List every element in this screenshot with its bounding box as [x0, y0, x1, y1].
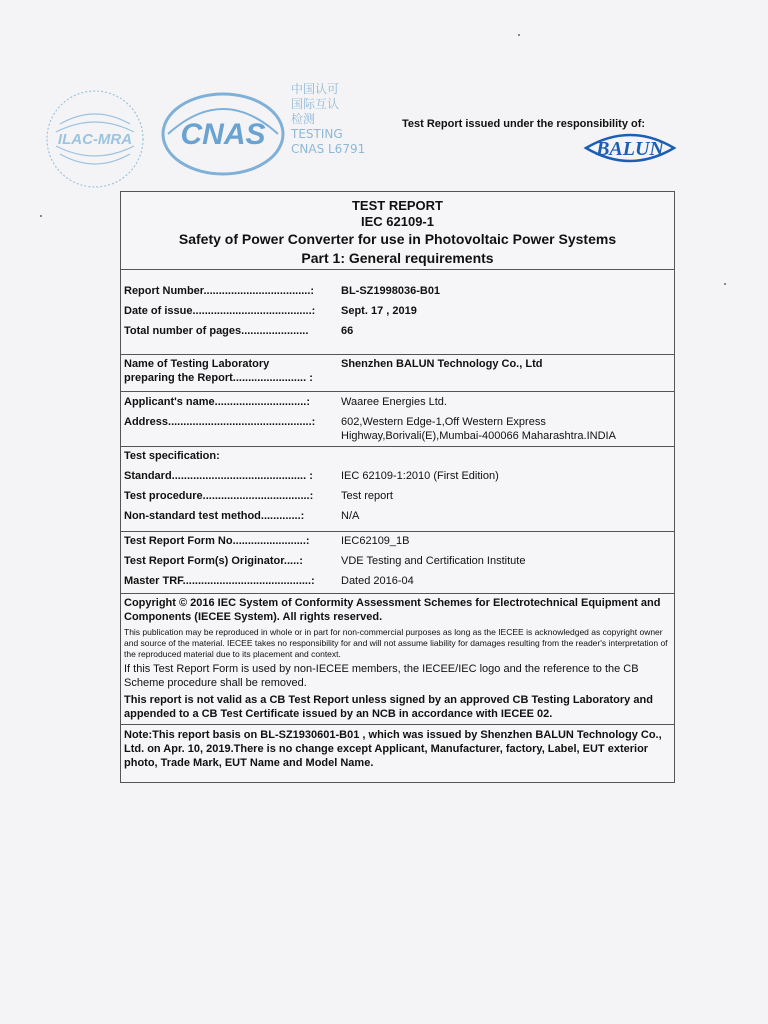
- master-trf-row: [121, 574, 674, 588]
- field-value: IEC62109_1B: [341, 535, 410, 547]
- ilac-logo-text: ILAC-MRA: [57, 131, 133, 148]
- trf-originator-row: [121, 554, 674, 568]
- label-line: Name of Testing Laboratory: [124, 358, 270, 370]
- stamp-line: TESTING: [291, 127, 343, 141]
- address-line: Highway,Borivali(E),Mumbai-400066 Maharashtra.INDIA: [341, 430, 616, 442]
- laboratory-section: [121, 355, 674, 392]
- ilac-mra-logo: [40, 84, 150, 194]
- form-info-section: [121, 532, 674, 594]
- validity-notice: This report is not valid as a CB Test Report unless signed by an approved CB Testing Laboratory and appended to a CB Test Certificate issued by an NCB in accordance with IECEE 02.: [124, 694, 653, 720]
- copyright-statement: Copyright © 2016 IEC System of Conformity Assessment Schemes for Electrotechnical Equipment and Components (IECEE System). All rights reserved.: [124, 597, 661, 623]
- copyright-block: [121, 594, 674, 724]
- accreditation-stamp: [291, 82, 401, 157]
- non-standard-method-row: [121, 509, 674, 523]
- report-title: TEST REPORT: [351, 198, 443, 213]
- field-label: Master TRF..........................................:: [124, 575, 315, 587]
- trf-number-row: [121, 534, 674, 548]
- scan-speck: [518, 34, 520, 36]
- field-value: Shenzhen BALUN Technology Co., Ltd: [341, 358, 543, 370]
- date-of-issue-row: [121, 304, 674, 318]
- test-spec-heading-row: [121, 449, 674, 463]
- field-label: [121, 357, 329, 385]
- field-label: Report Number...................................:: [124, 285, 315, 297]
- field-value: Sept. 17 , 2019: [341, 305, 417, 317]
- field-label: Test procedure...................................:: [124, 490, 314, 502]
- field-value: VDE Testing and Certification Institute: [341, 555, 526, 567]
- address-line: 602,Western Edge-1,Off Western Express: [341, 416, 546, 428]
- responsibility-text: Test Report issued under the responsibility of:: [402, 118, 646, 130]
- field-label: Test Report Form(s) Originator.....:: [124, 555, 303, 567]
- applicant-name-row: [121, 395, 674, 409]
- standard-part: Part 1: General requirements: [301, 250, 494, 266]
- report-info-section: [121, 270, 674, 355]
- field-value: BL-SZ1998036-B01: [341, 285, 441, 297]
- standard-title: Safety of Power Converter for use in Photovoltaic Power Systems: [178, 231, 617, 247]
- label-line: preparing the Report........................ :: [124, 372, 313, 384]
- field-value: Dated 2016-04: [341, 575, 414, 587]
- field-value: N/A: [341, 510, 360, 522]
- field-value: 66: [341, 325, 354, 337]
- total-pages-row: [121, 324, 674, 338]
- report-cover-table: [120, 191, 675, 783]
- stamp-line: 中国认可: [291, 82, 340, 96]
- cnas-logo-text: CNAS: [180, 118, 266, 151]
- balun-logo: [582, 128, 678, 168]
- field-value: [329, 415, 674, 443]
- non-member-notice: If this Test Report Form is used by non-IECEE members, the IECEE/IEC logo and the reference to the CB Scheme procedure shall be removed.: [124, 663, 639, 689]
- stamp-line: 国际互认: [291, 97, 340, 111]
- scan-speck: [40, 215, 42, 217]
- report-title-block: [121, 192, 674, 270]
- field-value: Waaree Energies Ltd.: [341, 396, 447, 408]
- field-value: IEC 62109-1:2010 (First Edition): [341, 470, 499, 482]
- reproduction-notice: This publication may be reproduced in whole or in part for non-commercial purposes as long as the IECEE is acknowledged as copyright owner and source of the material. IECEE takes no responsibility for and will not assume liability for damages resulting from the reader's interpretation of the reproduced material due to its placement and context.: [124, 627, 668, 659]
- applicant-section: [121, 392, 674, 447]
- laboratory-row: [121, 357, 674, 385]
- scan-speck: [724, 283, 726, 285]
- section-heading: Test specification:: [124, 450, 220, 462]
- field-label: Address...............................................:: [124, 416, 316, 428]
- stamp-line: CNAS L6791: [291, 142, 366, 156]
- standard-row: [121, 469, 674, 483]
- field-label: Applicant's name..............................:: [124, 396, 310, 408]
- field-label: Test Report Form No........................:: [124, 535, 310, 547]
- test-procedure-row: [121, 489, 674, 503]
- field-label: Total number of pages......................: [124, 325, 309, 337]
- address-row: [121, 415, 674, 443]
- balun-logo-text: BALUN: [596, 138, 664, 160]
- report-note: Note:This report basis on BL-SZ1930601-B01 , which was issued by Shenzhen BALUN Technology Co., Ltd. on Apr. 10, 2019.There is no change except Applicant, Manufacturer, factory, Label, EUT exterior photo, Trade Mark, EUT Name and Model Name.: [121, 724, 674, 770]
- standard-number: IEC 62109-1: [361, 214, 434, 229]
- field-label: Non-standard test method.............:: [124, 510, 305, 522]
- field-label: Date of issue.......................................:: [124, 305, 316, 317]
- test-spec-section: [121, 447, 674, 532]
- cnas-logo: [158, 88, 288, 180]
- stamp-line: 检测: [291, 112, 316, 126]
- field-value: Test report: [341, 490, 393, 502]
- field-label: Standard............................................ :: [124, 470, 313, 482]
- report-number-row: [121, 284, 674, 298]
